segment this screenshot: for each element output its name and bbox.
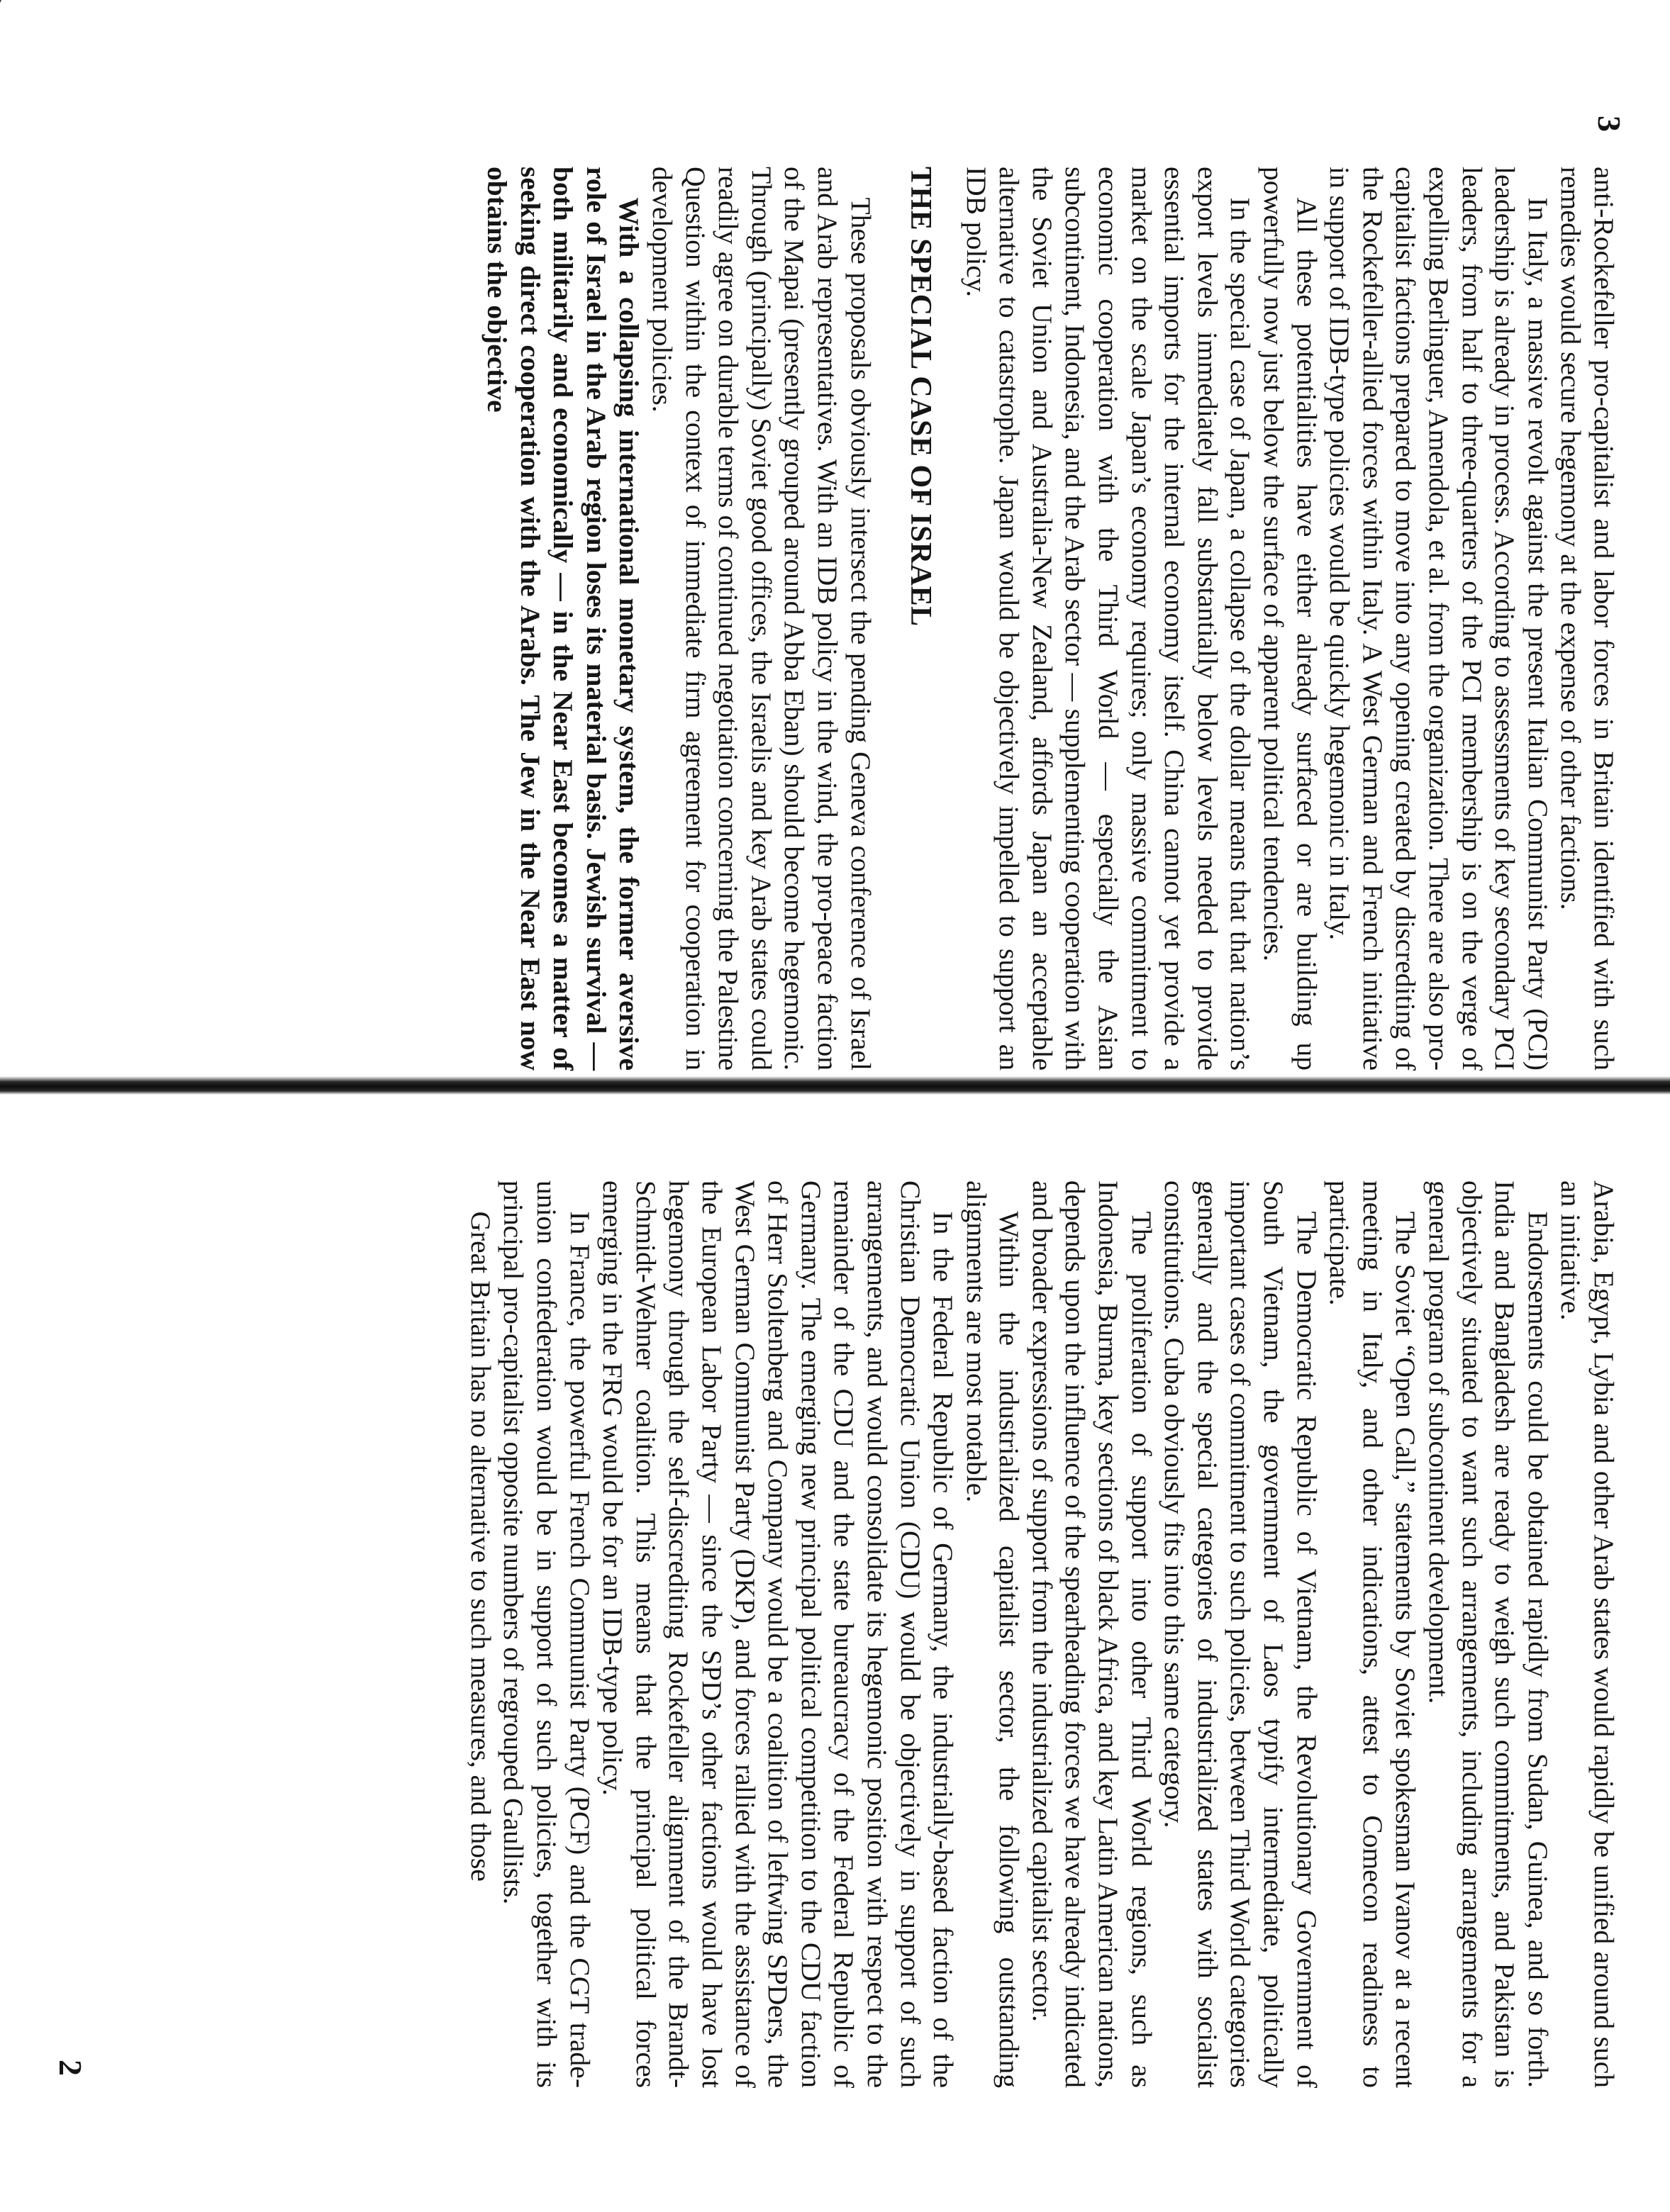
paragraph: With a collapsing international monetary system, the former aversive role of Israel in the Arab region loses its material basis. Jewish survival — both militarily and economically — in the Near East becomes a matter of seeking direct cooperation with the Arabs. The Jew in the Near East now obtains the objective [481,167,645,1071]
page-fold-divider [0,1076,1670,1095]
paragraph: Endorsements could be obtained rapidly from Sudan, Guinea, and so forth. India and Bangladesh are ready to weigh such commitments, and Pakistan is objectively situated to want such arrangements, including arrangements for a general program of subcontinent development. [1423,1180,1554,2088]
paragraph: The Soviet “Open Call,” statements by Soviet spokesman Ivanov at a recent meeting in Italy, and other indications, attest to Comecon readiness to participate. [1324,1180,1422,2088]
page-number-3: 3 [1591,116,1627,132]
paragraph: Great Britain has no alternative to such measures, and those [464,1211,496,1882]
page-2-region [0,1095,1670,2212]
paragraph: These proposals obviously intersect the pending Geneva conference of Israel and Arab representatives. With an IDB policy in the wind, the pro-peace faction of the Mapai (presently grouped around Abba Eban) should become hegemonic. Through (principally) Soviet good offices, the Israelis and key Arab states could readily agree on durable terms of continued negotiation concerning the Palestine Question within the context of immediate firm agreement for cooperation in development policies. [646,167,876,1071]
paragraph: In the Federal Republic of Germany, the industrially-based faction of the Christian Democratic Union (CDU) would be objectively in support of such arrangements, and would consolidate its hegemonic position with respect to the remainder of the CDU and the state bureaucracy of the Federal Republic of Germany. The emerging new principal political competition to the CDU faction of Herr Stoltenberg and Company would be a coalition of leftwing SPDers, the West German Communist Party (DKP), and forces rallied with the assistance of the European Labor Party — since the SPD’s other factions would have lost hegemony through the self-discrediting Rockefeller alignment of the Brandt-Schmidt-Wehner coalition. This means that the principal political forces emerging in the FRG would be for an IDB-type policy. [597,1180,959,2088]
paragraph: Arabia, Egypt, Lybia and other Arab states would rapidly be unified around such an initiative. [1555,1180,1620,2088]
paragraph: All these potentialities have either already surfaced or are building up powerfully now just below the surface of apparent political tendencies. [1258,167,1323,1071]
paragraph: In Italy, a massive revolt against the present Italian Communist Party (PCI) leadership is already in process. According to assessments of key secondary PCI leaders, from half to three-quarters of the PCI membership is on the verge of expelling Berlinguer, Amendola, et al. from the organization. There are also pro-capitalist factions prepared to move into any opening created by discrediting of the Rockefeller-allied forces within Italy. A West German and French initiative in support of IDB-type policies would be quickly hegemonic in Italy. [1324,167,1554,1071]
paragraph: In France, the powerful French Communist Party (PCF) and the CGT trade-union confederation would be in support of such policies, together with its principal pro-capitalist opposite numbers of regrouped Gaullists. [498,1180,596,2088]
paragraph: anti-Rockefeller pro-capitalist and labor forces in Britain identified with such remedies would secure hegemony at the expense of other factions. [1555,167,1620,1071]
paragraph: The Democratic Republic of Vietnam, the Revolutionary Government of South Vietnam, the government of Laos typify intermediate, politically important cases of commitment to such policies, between Third World categories generally and the special categories of industrialized states with socialist constitutions. Cuba obviously fits into this same category. [1159,1180,1323,2088]
paragraph: In the special case of Japan, a collapse of the dollar means that that nation’s export levels immediately fall substantially below levels needed to provide essential imports for the internal economy itself. China cannot yet provide a market on the scale Japan’s economy requires; only massive commitment to economic cooperation with the Third World — especially the Asian subcontinent, Indonesia, and the Arab sector — supplementing cooperation with the Soviet Union and Australia-New Zealand, affords Japan an acceptable alternative to catastrophe. Japan would be objectively impelled to support an IDB policy. [960,167,1257,1071]
paragraph: The proliferation of support into other Third World regions, such as Indonesia, Burma, key sections of black Africa, and key Latin American nations, depends upon the influence of the spearheading forces we have already indicated and broader expressions of support from the industrialized capitalist sector. [1026,1180,1157,2088]
page-3-region [0,0,1670,1078]
page-3-column [480,167,1620,1071]
page-number-2: 2 [52,2060,89,2076]
section-heading: THE SPECIAL CASE OF ISRAEL [904,167,937,627]
page-2-column [464,1180,1620,2088]
paragraph: Within the industrialized capitalist sector, the following outstanding alignments are most notable. [960,1180,1025,2088]
